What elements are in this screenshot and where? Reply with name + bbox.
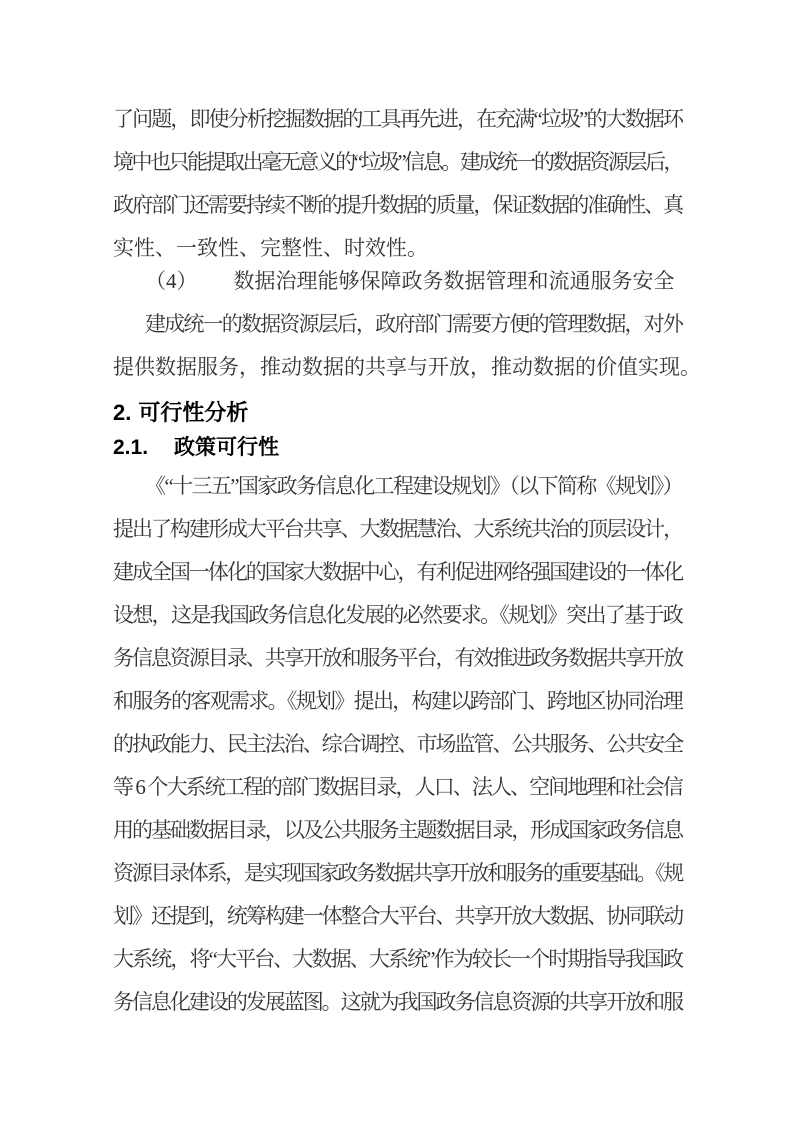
- paragraph-policy-feasibility-line: [113, 766, 682, 809]
- text-line: 政府部门还需要持续不断的提升数据的质量，保证数据的准确性、真: [113, 193, 683, 217]
- subsection-heading-policy: [113, 430, 682, 465]
- text-line: 《“十三五”国家政务信息化工程建设规划》（以下简称《规划》）: [145, 474, 683, 498]
- text-line: 和服务的客观需求。《规划》提出，构建以跨部门、跨地区协同治理: [113, 689, 683, 713]
- paragraph-policy-feasibility-line: [113, 637, 682, 680]
- paragraph-policy-feasibility-line: [113, 551, 682, 594]
- text-line: 提出了构建形成大平台共享、大数据慧治、大系统共治的顶层设计，: [113, 517, 683, 541]
- paragraph-policy-feasibility-line: [113, 895, 682, 938]
- paragraph-data-quality-line: [113, 141, 682, 184]
- text-line: 境中也只能提取出毫无意义的“垃圾”信息。建成统一的数据资源层后，: [113, 150, 682, 174]
- text-line: 用的基础数据目录，以及公共服务主题数据目录，形成国家政务信息: [113, 818, 683, 842]
- text-line: 提供数据服务，推动数据的共享与开放，推动数据的价值实现。: [113, 355, 701, 379]
- heading-text: 可行性分析: [138, 400, 249, 425]
- text-line: 设想，这是我国政务信息化发展的必然要求。《规划》突出了基于政: [113, 603, 683, 627]
- paragraph-policy-feasibility-line: [113, 723, 682, 766]
- paragraph-policy-feasibility-line: [113, 508, 682, 551]
- paragraph-policy-feasibility-line: [113, 809, 682, 852]
- paragraph-policy-feasibility-line: [113, 594, 682, 637]
- text-line: 等 6 个大系统工程的部门数据目录，人口、法人、空间地理和社会信: [113, 775, 682, 799]
- text-line: 建成统一的数据资源层后，政府部门需要方便的管理数据，对外: [145, 312, 683, 336]
- paragraph-policy-feasibility-line: [113, 938, 682, 981]
- paragraph-policy-feasibility-line: [113, 680, 682, 723]
- paragraph-policy-feasibility-line: [113, 852, 682, 895]
- heading-number: 2.: [113, 400, 132, 425]
- paragraph-data-service-line: [113, 303, 682, 346]
- text-line: 划》还提到，统筹构建一体整合大平台、共享开放大数据、协同联动: [113, 904, 683, 928]
- text-line: 务信息资源目录、共享开放和服务平台，有效推进政务数据共享开放: [113, 646, 683, 670]
- text-line: 务信息化建设的发展蓝图。这就为我国政务信息资源的共享开放和服: [113, 990, 683, 1014]
- text-line: 了问题，即使分析挖掘数据的工具再先进，在充满“垃圾”的大数据环: [113, 107, 683, 131]
- paragraph-data-service-line: [113, 346, 701, 389]
- text-line: 实性、一致性、完整性、时效性。: [113, 236, 428, 260]
- text-line: 的执政能力、民主法治、综合调控、市场监管、公共服务、公共安全: [113, 732, 683, 756]
- heading-number: 2.1.: [113, 436, 149, 459]
- paragraph-data-quality-line: [113, 184, 682, 227]
- text-line: 资源目录体系，是实现国家政务数据共享开放和服务的重要基础。《规: [113, 861, 682, 885]
- section-heading-feasibility: [113, 395, 682, 430]
- paragraph-data-quality-line: [113, 98, 682, 141]
- heading-text: 政策可行性: [174, 436, 280, 459]
- item-title: 数据治理能够保障政务数据管理和流通服务安全: [233, 269, 675, 293]
- paragraph-policy-feasibility-line: [113, 465, 682, 508]
- text-line: 建成全国一体化的国家大数据中心，有利促进网络强国建设的一体化: [113, 560, 683, 584]
- page-body-text: [113, 98, 701, 1024]
- paragraph-policy-feasibility-line: [113, 981, 682, 1024]
- text-line: 大系统，将“大平台、大数据、大系统”作为较长一个时期指导我国政: [113, 947, 683, 971]
- item-number: （4）: [145, 269, 198, 293]
- item-4-heading: [113, 260, 682, 303]
